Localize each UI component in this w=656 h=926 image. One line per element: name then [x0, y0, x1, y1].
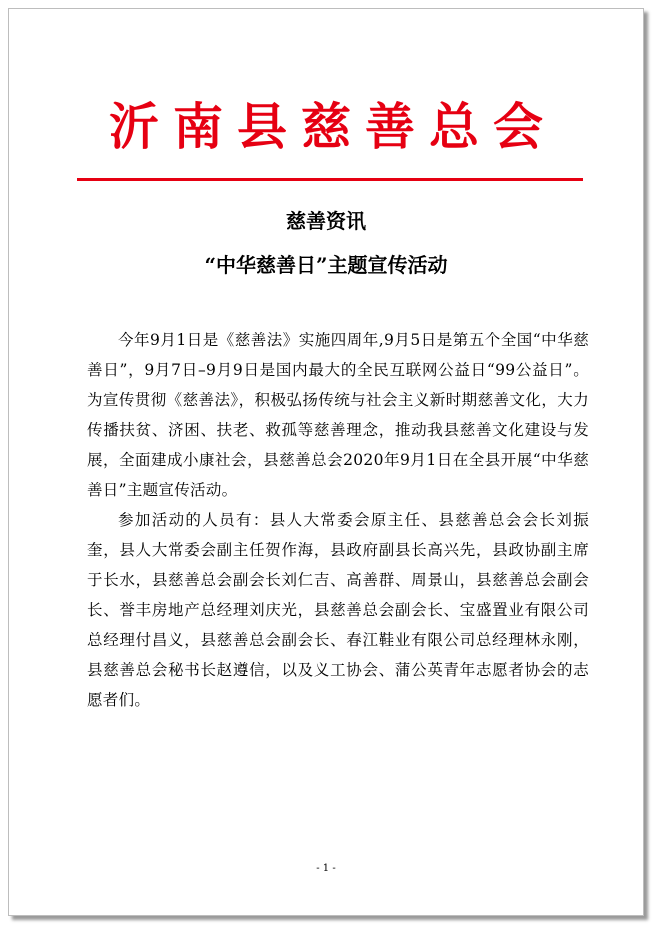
article-title: “中华慈善日”主题宣传活动	[204, 253, 448, 277]
masthead-title: 沂南县慈善总会	[109, 97, 557, 156]
paragraph-2: 参加活动的人员有：县人大常委会原主任、县慈善总会会长刘振奎，县人大常委会副主任贺作海，县政府副县长高兴先，县政协副主席于长水，县慈善总会副会长刘仁吉、高善群、周景山，县慈善总会副会长、誉丰房地产总经理刘庆光，县慈善总会副会长、宝盛置业有限公司总经理付昌义，县慈善总会副会长、春江鞋业有限公司总经理林永刚，县慈善总会秘书长赵遵信，以及义工协会、蒲公英青年志愿者协会的志愿者们。	[87, 511, 589, 709]
paragraph-1: 今年9月1日是《慈善法》实施四周年,9月5日是第五个全国“中华慈善日”，9月7日–9月9日是国内最大的全民互联网公益日“99公益日”。为宣传贯彻《慈善法》，积极弘扬传统与社会主义新时期慈善文化，大力传播扶贫、济困、扶老、救孤等慈善理念，推动我县慈善文化建设与发展，全面建成小康社会，县慈善总会2020年9月1日在全县开展“中华慈善日”主题宣传活动。	[87, 331, 589, 499]
section-label: 慈善资讯	[286, 209, 366, 233]
masthead-divider	[77, 178, 583, 181]
article-body	[87, 325, 589, 715]
page-number: - 1 -	[316, 863, 336, 874]
document-page	[8, 8, 644, 916]
